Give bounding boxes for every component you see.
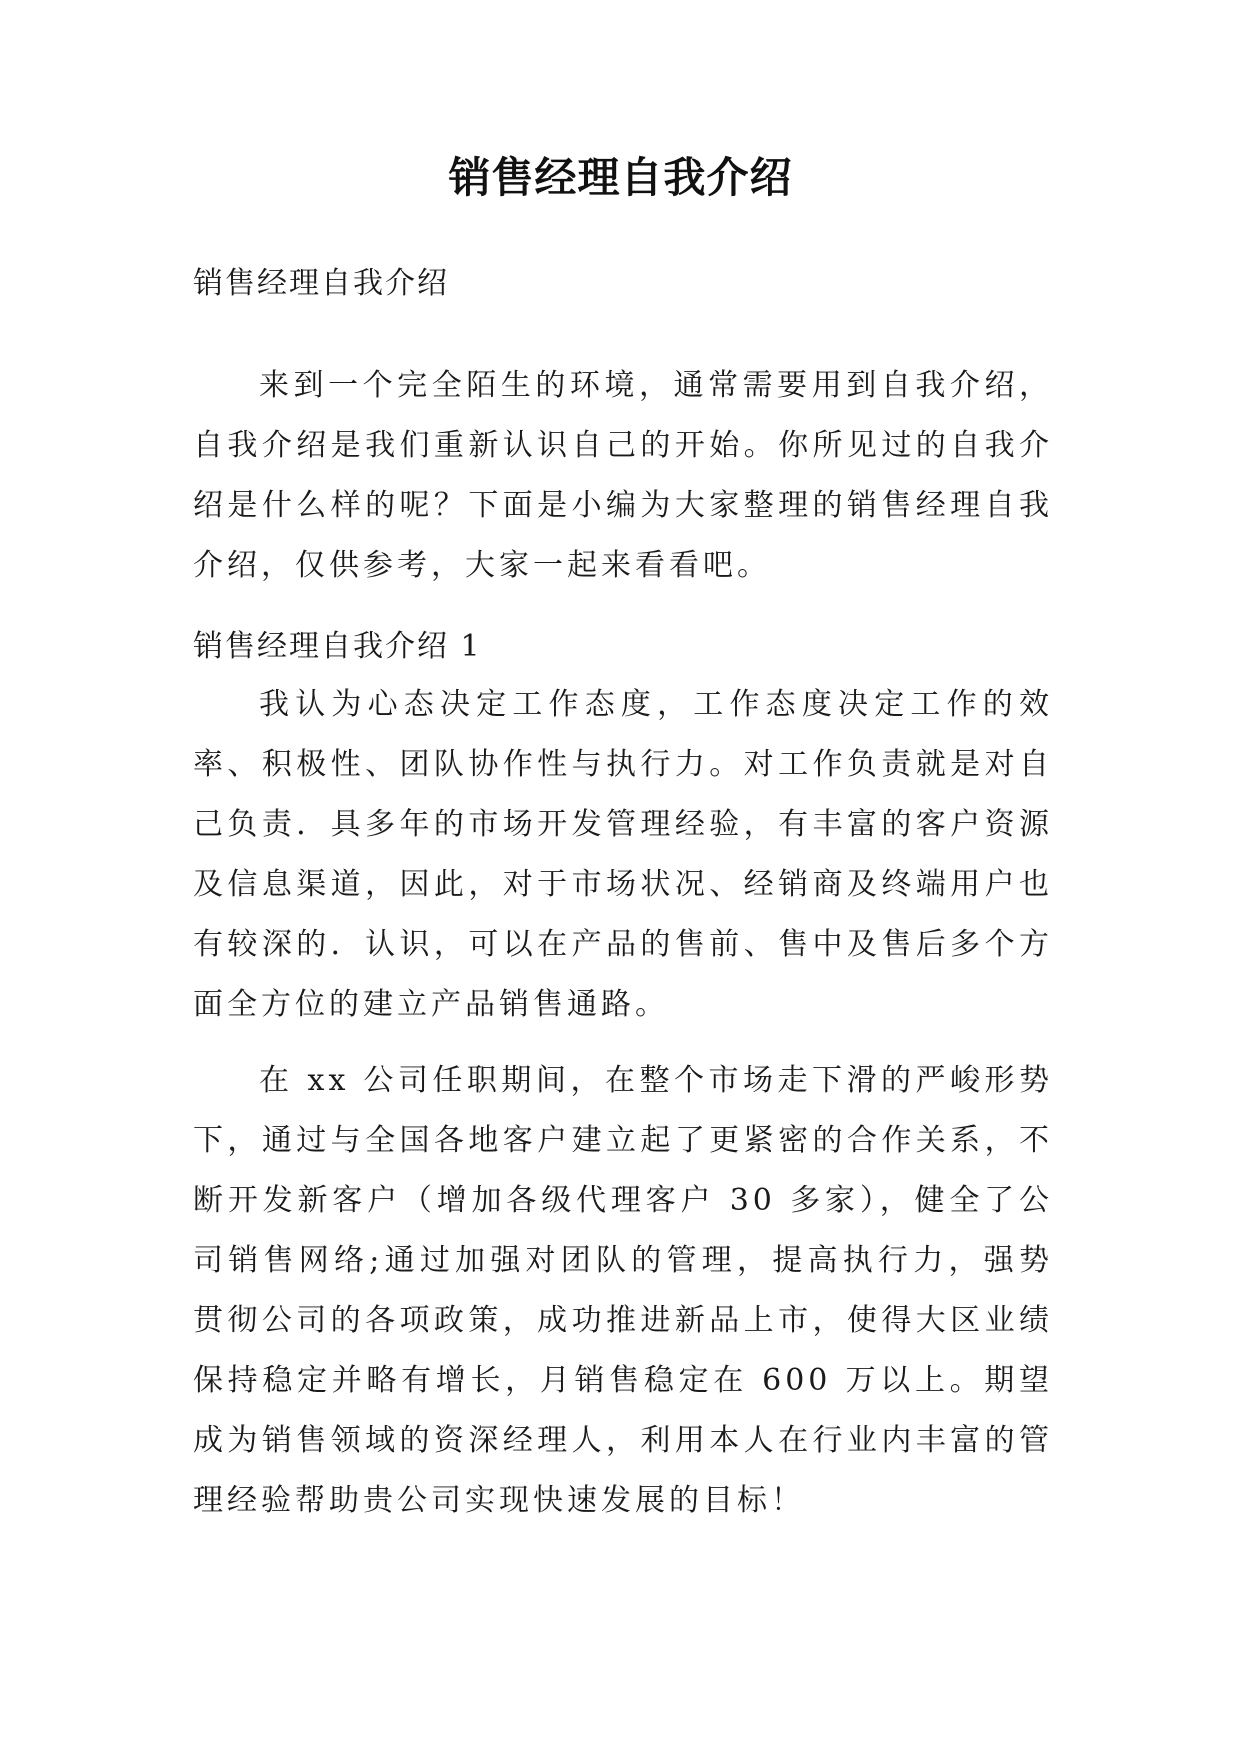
section-paragraph-2: 在 xx 公司任职期间，在整个市场走下滑的严峻形势下，通过与全国各地客户建立起了更紧密的合作关系，不断开发新客户（增加各级代理客户 30 多家），健全了公司销售网络;通过加强对团队的管理，提高执行力，强势贯彻公司的各项政策，成功推进新品上市，使得大区业绩保持稳定并略有增长，月销售稳定在 600 万以上。期望成为销售领域的资深经理人，利用本人在行业内丰富的管理经验帮助贵公司实现快速发展的目标！ bbox=[193, 1063, 1053, 1518]
section-heading: 销售经理自我介绍 1 bbox=[193, 629, 482, 664]
intro-paragraph: 来到一个完全陌生的环境，通常需要用到自我介绍，自我介绍是我们重新认识自己的开始。你所见过的自我介绍是什么样的呢？下面是小编为大家整理的销售经理自我介绍，仅供参考，大家一起来看看吧。 bbox=[193, 368, 1053, 583]
document-title: 销售经理自我介绍 bbox=[448, 153, 793, 202]
section-paragraph-1: 我认为心态决定工作态度，工作态度决定工作的效率、积极性、团队协作性与执行力。对工作负责就是对自己负责．具多年的市场开发管理经验，有丰富的客户资源及信息渠道，因此，对于市场状况、经销商及终端用户也有较深的．认识，可以在产品的售前、售中及售后多个方面全方位的建立产品销售通路。 bbox=[193, 687, 1053, 1022]
document-subtitle: 销售经理自我介绍 bbox=[193, 266, 449, 301]
